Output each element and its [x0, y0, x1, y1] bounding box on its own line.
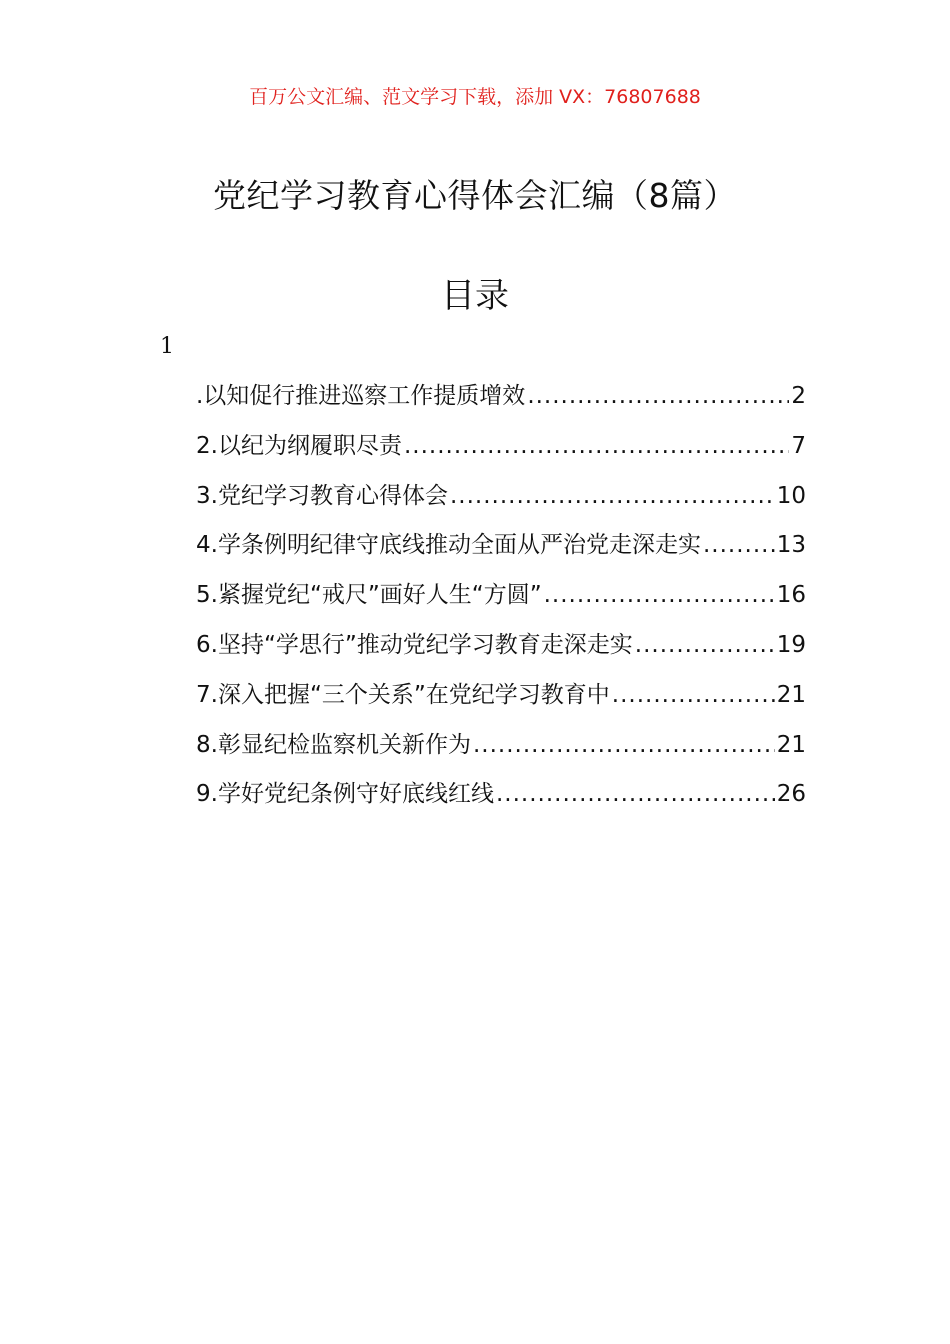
toc-dot-leader: [496, 775, 775, 813]
header-banner: 百万公文汇编、范文学习下载，添加 VX：76807688: [249, 86, 701, 108]
document-title: 党纪学习教育心得体会汇编（8篇）: [213, 176, 737, 215]
toc-entry-page: 7: [791, 432, 806, 459]
toc-entry-title: 4.学条例明纪律守底线推动全面从严治党走深走实: [196, 532, 701, 559]
toc-dot-leader: [473, 726, 775, 764]
toc-entry-title: .以知促行推进巡察工作提质增效: [196, 383, 526, 409]
list-number-marker: 1: [160, 334, 174, 359]
toc-dot-leader: [450, 477, 775, 515]
toc-dot-leader: [612, 676, 775, 714]
toc-entry-title: 7.深入把握“三个关系”在党纪学习教育中: [196, 681, 610, 708]
toc-dot-leader: [404, 427, 789, 465]
toc-entry[interactable]: [196, 576, 806, 626]
toc-entry-title: 9.学好党纪条例守好底线红线: [196, 781, 494, 808]
toc-entry-page: 13: [776, 532, 806, 559]
toc-entry[interactable]: [196, 526, 806, 576]
toc-entry-title: 3.党纪学习教育心得体会: [196, 482, 448, 509]
toc-entry-page: 2: [791, 383, 806, 409]
toc-entry-page: 26: [776, 781, 806, 808]
toc-entry[interactable]: [196, 775, 806, 825]
toc-dot-leader: [527, 377, 789, 415]
toc-dot-leader: [544, 576, 775, 614]
toc-entry[interactable]: [196, 427, 806, 477]
toc-entry-title: 2.以纪为纲履职尽责: [196, 432, 402, 459]
toc-entry-title: 5.紧握党纪“戒尺”画好人生“方圆”: [196, 582, 542, 609]
toc-entry-page: 19: [776, 631, 806, 658]
toc-entry-page: 21: [776, 681, 806, 708]
toc-entry-title: 6.坚持“学思行”推动党纪学习教育走深走实: [196, 631, 633, 658]
toc-entry[interactable]: [196, 377, 806, 427]
toc-dot-leader: [703, 526, 775, 564]
toc-entry[interactable]: [196, 626, 806, 676]
toc-entry-page: 21: [776, 731, 806, 758]
toc-entry-page: 10: [776, 482, 806, 509]
table-of-contents: [196, 377, 806, 825]
toc-entry-title: 8.彰显纪检监察机关新作为: [196, 731, 471, 758]
toc-entry[interactable]: [196, 726, 806, 776]
toc-dot-leader: [635, 626, 775, 664]
toc-entry[interactable]: [196, 477, 806, 527]
toc-heading: 目录: [441, 276, 509, 316]
toc-entry[interactable]: [196, 676, 806, 726]
toc-entry-page: 16: [776, 582, 806, 609]
